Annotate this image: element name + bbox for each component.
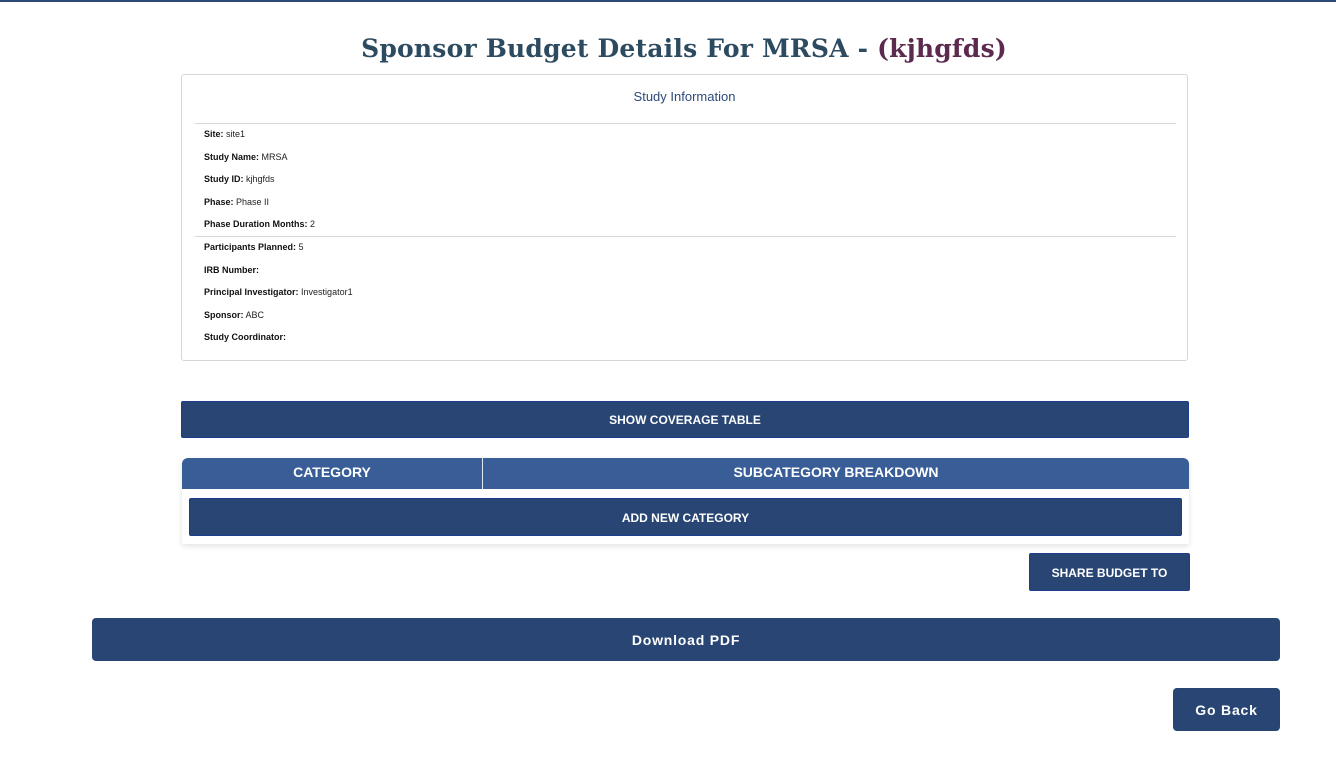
- info-value: kjhgfds: [246, 174, 275, 184]
- study-information-card: [181, 74, 1188, 361]
- info-row-study-coordinator: [204, 332, 286, 342]
- top-border: [0, 0, 1336, 2]
- info-value: ABC: [245, 310, 265, 320]
- add-new-category-button[interactable]: ADD NEW CATEGORY: [189, 498, 1182, 536]
- info-value: MRSA: [261, 152, 288, 162]
- info-value: Phase II: [236, 197, 270, 207]
- info-value: 2: [310, 219, 316, 229]
- info-value: Investigator1: [301, 287, 353, 297]
- info-label: Study ID:: [204, 174, 244, 184]
- page-title: [0, 34, 1336, 63]
- category-table-header: [182, 458, 1189, 489]
- download-pdf-button[interactable]: Download PDF: [92, 618, 1280, 661]
- column-header-category: CATEGORY: [182, 458, 483, 489]
- share-budget-button[interactable]: SHARE BUDGET TO SITE1: [1029, 553, 1190, 591]
- info-label: Phase:: [204, 197, 234, 207]
- info-label: Study Name:: [204, 152, 260, 162]
- info-row-principal-investigator: [204, 287, 353, 297]
- page-title-prefix: Sponsor Budget Details For MRSA -: [361, 34, 878, 63]
- info-row-phase: [204, 197, 269, 207]
- page-title-study-id: (kjhgfds): [877, 34, 1007, 63]
- info-value: 5: [298, 242, 304, 252]
- column-header-subcategory-breakdown: SUBCATEGORY BREAKDOWN: [733, 464, 939, 480]
- info-label: Principal Investigator:: [204, 287, 299, 297]
- info-label: Participants Planned:: [204, 242, 297, 252]
- info-label: Study Coordinator:: [204, 332, 286, 342]
- info-row-study-id: [204, 174, 275, 184]
- info-label: IRB Number:: [204, 265, 260, 275]
- go-back-button[interactable]: Go Back: [1173, 688, 1280, 731]
- info-label: Sponsor:: [204, 310, 244, 320]
- info-row-site: [204, 129, 245, 139]
- info-row-participants-planned: [204, 242, 304, 252]
- info-value: site1: [226, 129, 246, 139]
- info-label: Site:: [204, 129, 224, 139]
- info-row-irb-number: [204, 265, 259, 275]
- info-divider: [195, 236, 1176, 237]
- show-coverage-table-button[interactable]: SHOW COVERAGE TABLE: [181, 401, 1189, 438]
- info-divider: [195, 123, 1176, 124]
- info-label: Phase Duration Months:: [204, 219, 308, 229]
- info-row-study-name: [204, 152, 288, 162]
- info-row-sponsor: [204, 310, 264, 320]
- study-information-header: Study Information: [633, 89, 736, 104]
- info-row-phase-duration: [204, 219, 315, 229]
